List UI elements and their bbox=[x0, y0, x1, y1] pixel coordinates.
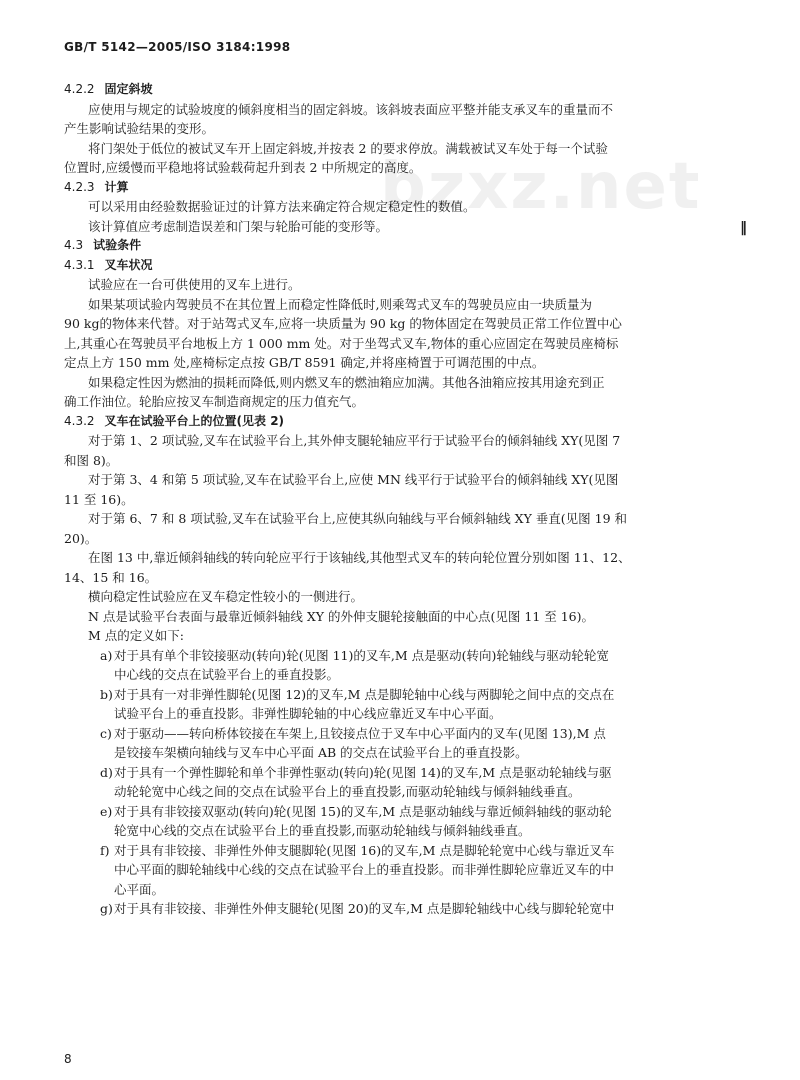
list-item-continuation: 是铰接车架横向轴线与叉车中心平面 AB 的交点在试验平台上的垂直投影。 bbox=[114, 745, 528, 760]
section-heading: 4.3 试验条件 bbox=[64, 238, 142, 252]
list-item: d) 对于具有一个弹性脚轮和单个非弹性驱动(转向)轮(见图 14)的叉车,M 点是驱动轮轴线与驱 bbox=[100, 764, 612, 780]
paragraph-line: 确工作油位。轮胎应按叉车制造商规定的压力值充气。 bbox=[64, 394, 365, 409]
watermark: bzxz.net bbox=[380, 150, 702, 224]
list-item-continuation: 中心平面的脚轮轴线中心线的交点在试验平台上的垂直投影。而非弹性脚轮应靠近叉车的中 bbox=[114, 862, 615, 877]
list-item: g) 对于具有非铰接、非弹性外伸支腿轮(见图 20)的叉车,M 点是脚轮轴线中心线与脚轮轮宽中 bbox=[100, 901, 615, 916]
paragraph-line: 14、15 和 16。 bbox=[64, 569, 158, 585]
paragraph-line: N 点是试验平台表面与最靠近倾斜轴线 XY 的外伸支腿轮接触面的中心点(见图 11 至 16)。 bbox=[88, 608, 594, 624]
margin-change-bar: ‖ bbox=[740, 220, 747, 236]
paragraph-line: 产生影响试验结果的变形。 bbox=[64, 121, 215, 136]
paragraph-line: 和图 8)。 bbox=[64, 452, 119, 468]
standard-header: GB/T 5142—2005/ISO 3184:1998 bbox=[64, 40, 291, 54]
paragraph-line: 对于第 1、2 项试验,叉车在试验平台上,其外伸支腿轮轴应平行于试验平台的倾斜轴线 XY(见图 7 bbox=[88, 433, 621, 448]
paragraph-line: 对于第 6、7 和 8 项试验,叉车在试验平台上,应使其纵向轴线与平台倾斜轴线 XY 垂直(见图 19 和 bbox=[88, 511, 628, 526]
section-heading: 4.2.2 固定斜坡 bbox=[64, 82, 153, 96]
list-item-continuation: 动轮轮宽中心线之间的交点在试验平台上的垂直投影,而驱动轮轴线与倾斜轴线垂直。 bbox=[114, 784, 581, 799]
paragraph-line: 将门架处于低位的被试叉车开上固定斜坡,并按表 2 的要求停放。满载被试叉车处于每一个试验 bbox=[88, 140, 608, 156]
list-item: b) 对于具有一对非弹性脚轮(见图 12)的叉车,M 点是脚轮轴中心线与两脚轮之间中点的交点在 bbox=[100, 686, 615, 702]
paragraph-line: 在图 13 中,靠近倾斜轴线的转向轮应平行于该轴线,其他型式叉车的转向轮位置分别如图 11、12、 bbox=[88, 550, 631, 565]
paragraph-line: 可以采用由经验数据验证过的计算方法来确定符合规定稳定性的数值。 bbox=[88, 199, 476, 214]
paragraph-line: 上,其重心在驾驶员平台地板上方 1 000 mm 处。对于坐驾式叉车,物体的重心应固定在驾驶员座椅标 bbox=[64, 335, 619, 351]
list-item: f) 对于具有非铰接、非弹性外伸支腿脚轮(见图 16)的叉车,M 点是脚轮轮宽中心线与靠近叉车 bbox=[100, 842, 615, 858]
paragraph-line: 定点上方 150 mm 处,座椅标定点按 GB/T 8591 确定,并将座椅置于可调范围的中点。 bbox=[64, 355, 545, 370]
list-item-continuation: 试验平台上的垂直投影。非弹性脚轮轴的中心线应靠近叉车中心平面。 bbox=[114, 706, 502, 721]
section-heading: 4.2.3 计算 bbox=[64, 179, 129, 194]
list-item-continuation: 轮宽中心线的交点在试验平台上的垂直投影,而驱动轮轴线与倾斜轴线垂直。 bbox=[114, 823, 531, 838]
paragraph-line: 横向稳定性试验应在叉车稳定性较小的一侧进行。 bbox=[88, 589, 364, 604]
paragraph-line: 如果某项试验内驾驶员不在其位置上而稳定性降低时,则乘驾式叉车的驾驶员应由一块质量为 bbox=[88, 296, 592, 312]
list-item-continuation: 中心线的交点在试验平台上的垂直投影。 bbox=[114, 667, 340, 682]
list-item-continuation: 心平面。 bbox=[114, 881, 165, 897]
paragraph-line: 对于第 3、4 和第 5 项试验,叉车在试验平台上,应使 MN 线平行于试验平台的倾斜轴线 XY(见图 bbox=[88, 472, 619, 487]
document-body bbox=[64, 80, 740, 919]
paragraph-line: 该计算值应考虑制造误差和门架与轮胎可能的变形等。 bbox=[88, 218, 389, 234]
paragraph-line: 如果稳定性因为燃油的损耗而降低,则内燃叉车的燃油箱应加满。其他各油箱应按其用途充到正 bbox=[88, 374, 605, 390]
paragraph-line: 20)。 bbox=[64, 530, 98, 546]
paragraph-line: 试验应在一台可供使用的叉车上进行。 bbox=[88, 277, 301, 292]
section-heading: 4.3.1 叉车状况 bbox=[64, 257, 153, 272]
page-number: 8 bbox=[64, 1052, 72, 1066]
paragraph-line: 应使用与规定的试验坡度的倾斜度相当的固定斜坡。该斜坡表面应平整并能支承叉车的重量而不 bbox=[88, 101, 614, 117]
section-heading: 4.3.2 叉车在试验平台上的位置(见表 2) bbox=[64, 413, 285, 428]
list-item: e) 对于具有非铰接双驱动(转向)轮(见图 15)的叉车,M 点是驱动轴线与靠近倾斜轴线的驱动轮 bbox=[100, 803, 612, 819]
paragraph-line: 位置时,应缓慢而平稳地将试验载荷起升到表 2 中所规定的高度。 bbox=[64, 160, 422, 175]
list-item: c) 对于驱动——转向桥体铰接在车架上,且铰接点位于叉车中心平面内的叉车(见图 13),M 点 bbox=[100, 725, 606, 741]
paragraph-line: M 点的定义如下: bbox=[88, 628, 184, 643]
paragraph-line: 90 kg的物体来代替。对于站驾式叉车,应将一块质量为 90 kg 的物体固定在驾驶员正常工作位置中心 bbox=[64, 316, 622, 331]
list-item: a) 对于具有单个非铰接驱动(转向)轮(见图 11)的叉车,M 点是驱动(转向)轮轴线与驱动轮轮宽 bbox=[100, 647, 609, 663]
paragraph-line: 11 至 16)。 bbox=[64, 491, 134, 507]
